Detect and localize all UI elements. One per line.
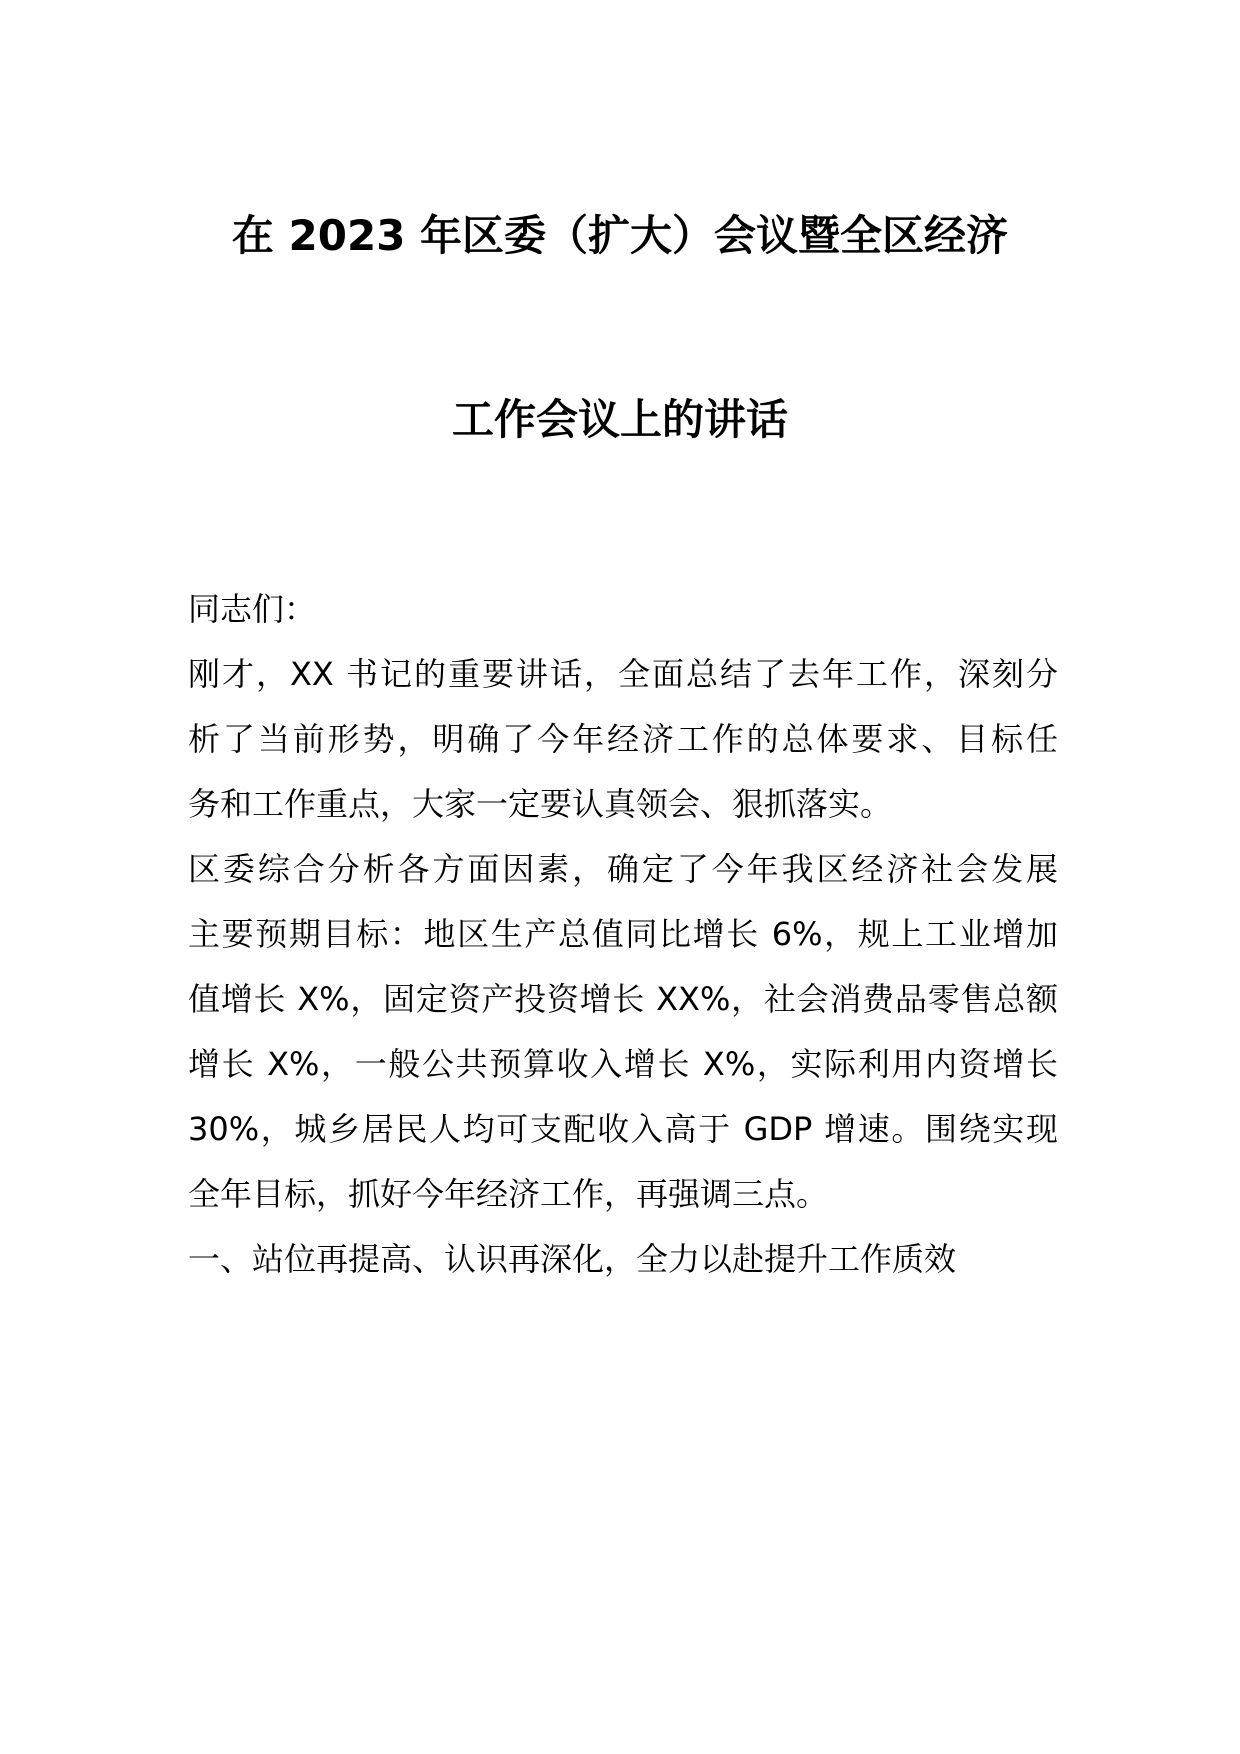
paragraph-line: 增长 X%，一般公共预算收入增长 X%，实际利用内资增长 bbox=[188, 1045, 1058, 1083]
document-title-line-2: 工作会议上的讲话 bbox=[451, 395, 788, 444]
paragraph-line: 主要预期目标：地区生产总值同比增长 6%，规上工业增加 bbox=[188, 915, 1058, 953]
paragraph-line: 值增长 X%，固定资产投资增长 XX%，社会消费品零售总额 bbox=[188, 980, 1058, 1018]
section-heading: 一、站位再提高、认识再深化，全力以赴提升工作质效 bbox=[188, 1240, 957, 1278]
document-title-line-1: 在 2023 年区委（扩大）会议暨全区经济 bbox=[231, 211, 1009, 260]
paragraph-1 bbox=[188, 642, 1058, 837]
salutation: 同志们： bbox=[188, 590, 317, 628]
paragraph-line: 30%，城乡居民人均可支配收入高于 GDP 增速。围绕实现 bbox=[188, 1110, 1058, 1148]
paragraph-line: 刚才，XX 书记的重要讲话，全面总结了去年工作，深刻分 bbox=[188, 655, 1058, 693]
paragraph-line: 全年目标，抓好今年经济工作，再强调三点。 bbox=[188, 1175, 829, 1213]
paragraph-2 bbox=[188, 837, 1058, 1227]
paragraph-line: 析了当前形势，明确了今年经济工作的总体要求、目标任 bbox=[188, 720, 1058, 758]
document-body bbox=[188, 577, 1058, 1292]
paragraph-line: 区委综合分析各方面因素，确定了今年我区经济社会发展 bbox=[188, 850, 1058, 888]
paragraph-line: 务和工作重点，大家一定要认真领会、狠抓落实。 bbox=[188, 785, 893, 823]
